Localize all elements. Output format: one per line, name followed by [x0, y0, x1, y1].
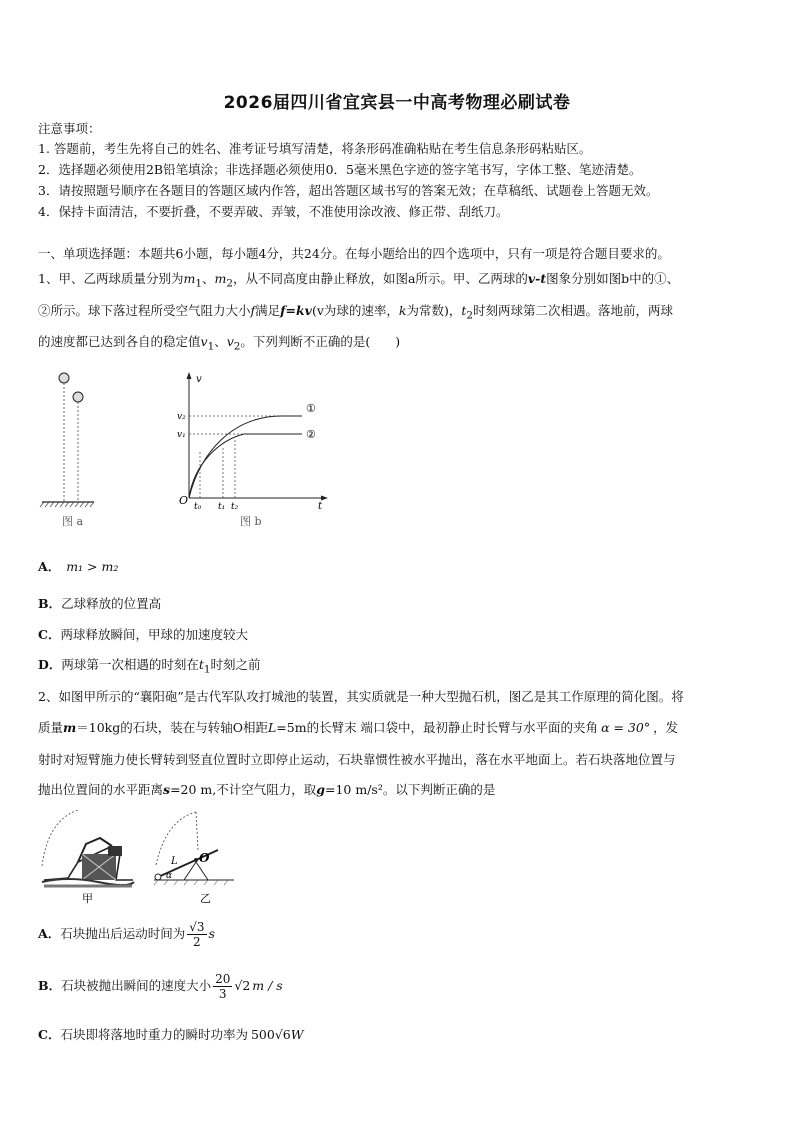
- label-alpha: α: [166, 871, 173, 881]
- figure-yi-label: 乙: [200, 892, 211, 905]
- q1-option-b: B．乙球释放的位置高: [38, 596, 162, 611]
- page-title: 2026届四川省宜宾县一中高考物理必刷试卷: [223, 93, 571, 113]
- axis-t-label: t: [318, 501, 323, 512]
- figure-a-caption: 图 a: [62, 515, 84, 528]
- q1-line-3: 的速度都已达到各自的稳定值$v_1$、$v_2$。下列判断不正确的是( ): [38, 334, 401, 353]
- figure-a: [38, 368, 98, 530]
- q2-line-1: 2、如图甲所示的“襄阳砲”是古代军队攻打城池的装置，其实质就是一种大型抛石机，图乙是其工作原理的简化图。将: [38, 689, 684, 704]
- q2-option-b: B．石块被抛出瞬间的速度大小 $\frac{20}{3}$ √2 m / s: [38, 972, 283, 1001]
- t0-label: t₀: [194, 502, 202, 512]
- t2-label: t₂: [231, 502, 239, 512]
- q1-option-c: C．两球释放瞬间，甲球的加速度较大: [38, 627, 248, 642]
- figure-b: [172, 368, 332, 530]
- curve-2: [189, 434, 302, 498]
- q1-line-1: 1、甲、乙两球质量分别为$m_1$、$m_2$，从不同高度由静止释放，如图a所示。甲、乙两球的v-t图象分别如图b中的①、: [38, 271, 680, 290]
- label-L: L: [171, 856, 178, 867]
- curve-1-label: ①: [306, 402, 316, 415]
- notice-heading: 注意事项：: [38, 121, 101, 136]
- notice-item-4: 4．保持卡面清洁，不要折叠，不要弄破、弄皱，不准使用涂改液、修正带、刮纸刀。: [38, 204, 509, 219]
- v1-label: v₁: [177, 430, 186, 440]
- fraction-a: $\frac{√3}{2}$: [189, 920, 205, 949]
- curve-1: [189, 416, 302, 498]
- ball-jia: [59, 373, 69, 383]
- q1-option-d: D．两球第一次相遇的时刻在$t_1$时刻之前: [38, 657, 261, 676]
- origin-label: O: [179, 494, 189, 507]
- axis-v-label: v: [196, 374, 202, 385]
- figure-jia-label: 甲: [82, 892, 93, 905]
- q2-line-2: 质量m＝10kg的石块，装在与转轴O相距L=5m的长臂末 端口袋中，最初静止时长臂与水平面的夹角 α = 30° ，发: [38, 720, 679, 735]
- notice-item-2: 2．选择题必须使用2B铅笔填涂；非选择题必须使用0．5毫米黑色字迹的签字笔书写，字体工整、笔迹清楚。: [38, 162, 642, 177]
- notice-item-1: 1. 答题前，考生先将自己的姓名、准考证号填写清楚，将条形码准确粘贴在考生信息条形码粘贴区。: [38, 141, 592, 156]
- q2-line-3: 射时对短臂施力使长臂转到竖直位置时立即停止运动，石块靠惯性被水平抛出，落在水平地面上。若石块落地位置与: [38, 752, 676, 767]
- fraction-b: $\frac{20}{3}$: [215, 972, 231, 1001]
- curve-2-label: ②: [306, 428, 316, 441]
- q2-line-4: 抛出位置间的水平距离s=20 m,不计空气阻力，取g=10 m/s²。以下判断正确的是: [38, 782, 496, 797]
- q2-option-a: A．石块抛出后运动时间为 $\frac{√3}{2}$ s: [38, 920, 215, 949]
- q2-option-c: C．石块即将落地时重力的瞬时功率为 500√6W: [38, 1027, 304, 1042]
- t1-label: t₁: [218, 502, 226, 512]
- figure-b-caption: 图 b: [240, 515, 262, 528]
- v2-label: v₂: [177, 412, 186, 422]
- q1-line-2: ②所示。球下落过程所受空气阻力大小f满足f=kv(v为球的速率，k为常数)，$t_2$时刻两球第二次相遇。落地前，两球: [38, 303, 674, 322]
- label-O: O: [199, 851, 210, 865]
- ball-yi: [73, 392, 83, 402]
- figure-catapult: [38, 810, 248, 908]
- section-heading: 一、单项选择题：本题共6小题，每小题4分，共24分。在每小题给出的四个选项中，只有一项是符合题目要求的。: [38, 246, 670, 261]
- notice-item-3: 3．请按照题号顺序在各题目的答题区域内作答，超出答题区域书写的答案无效；在草稿纸、试题卷上答题无效。: [38, 183, 659, 198]
- q1-option-a: A． m₁ > m₂: [38, 559, 119, 574]
